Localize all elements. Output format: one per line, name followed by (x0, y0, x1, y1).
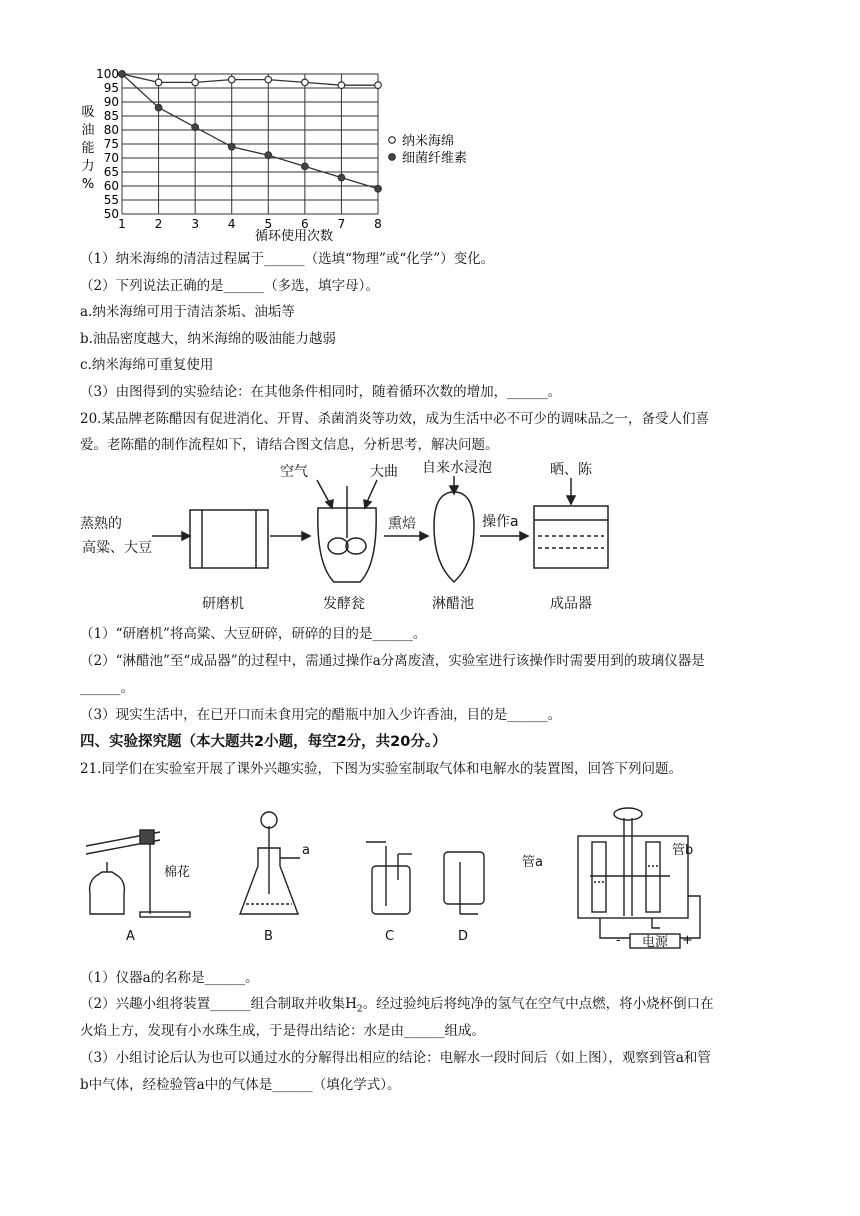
y-axis-label-char: % (81, 177, 95, 192)
x-tick-label: 6 (301, 217, 309, 231)
q20-sub3: （3）现实生活中，在已开口而未食用完的醋瓶中加入少许香油，目的是______。 (80, 707, 562, 723)
label-C: C (385, 929, 395, 944)
point-nano-sponge (302, 79, 309, 86)
chart-y-label (81, 105, 94, 192)
x-tick-label: 1 (118, 217, 126, 231)
flow-input-1: 蒸熟的 (80, 516, 122, 532)
legend-marker (389, 154, 396, 161)
x-tick-label: 3 (191, 217, 199, 231)
point-nano-sponge (338, 82, 345, 89)
q21-sub2-subscript: 2 (356, 1004, 363, 1015)
point-bacterial-cellulose (155, 104, 162, 111)
label-power: 电源 (642, 935, 669, 950)
y-axis-label-char: 力 (81, 159, 95, 174)
q21-sub2-a (80, 994, 714, 1020)
q21-sub3-b: b中气体，经检验管a中的气体是______（填化学式）。 (80, 1077, 401, 1093)
q19-option-b: b.油品密度越大，纳米海绵的吸油能力越弱 (80, 331, 336, 347)
point-bacterial-cellulose (375, 186, 382, 193)
q19-sub2: （2）下列说法正确的是______（多选，填字母）。 (80, 278, 379, 294)
legend-label: 细菌纤维素 (402, 151, 468, 166)
chart-x-label: 循环使用次数 (254, 229, 334, 244)
label-minus: - (616, 933, 621, 948)
flow-input-2: 高粱、大豆 (82, 540, 152, 556)
y-tick-label: 95 (103, 81, 119, 95)
y-tick-label: 55 (103, 193, 119, 207)
point-bacterial-cellulose (119, 71, 126, 78)
flow-lincu: 淋醋池 (432, 596, 474, 612)
q20-sub2-b: ______。 (80, 680, 134, 696)
y-tick-label: 90 (103, 95, 119, 109)
q19-sub3: （3）由图得到的实验结论：在其他条件相同时，随着循环次数的增加，______。 (80, 384, 562, 400)
flow-daqu: 大曲 (370, 464, 398, 480)
point-nano-sponge (375, 82, 382, 89)
y-tick-label: 70 (103, 151, 119, 165)
label-D: D (458, 929, 469, 944)
point-bacterial-cellulose (228, 144, 235, 151)
label-tube-b: 管b (672, 843, 694, 858)
q21-sub2-a-text-2: 。经过验纯后将纯净的氢气在空气中点燃，将小烧杯倒口在 (362, 996, 714, 1012)
chart-grid (122, 74, 378, 214)
label-a: a (302, 843, 310, 858)
point-bacterial-cellulose (338, 174, 345, 181)
point-nano-sponge (155, 79, 162, 86)
y-tick-label: 80 (103, 123, 119, 137)
label-cotton: 棉花 (164, 865, 191, 880)
q21-sub2-a-text: （2）兴趣小组将装置______组合制取并收集H (80, 996, 357, 1012)
y-axis-label-char: 吸 (81, 105, 95, 120)
legend-label: 纳米海绵 (402, 134, 455, 149)
chart-y-ticks (96, 67, 119, 221)
q20-intro-1: 20.某品牌老陈醋因有促进消化、开胃、杀菌消炎等功效，成为生活中必不可少的调味品之一，备受人们喜 (80, 411, 709, 427)
chart-x-ticks (118, 217, 382, 231)
flow-op-a: 操作a (482, 514, 519, 530)
flow-ferment: 发酵瓮 (323, 596, 365, 612)
point-bacterial-cellulose (302, 163, 309, 170)
q19-sub1: （1）纳米海绵的清洁过程属于______（选填“物理”或“化学”）变化。 (80, 251, 495, 267)
x-tick-label: 2 (154, 217, 163, 231)
flow-smoke: 熏焙 (388, 516, 416, 532)
y-tick-label: 50 (103, 207, 119, 221)
q19-option-a: a.纳米海绵可用于清洁茶垢、油垢等 (80, 304, 295, 320)
label-B: B (264, 929, 273, 944)
x-tick-label: 5 (264, 217, 273, 231)
q21-intro: 21.同学们在实验室开展了课外兴趣实验，下图为实验室制取气体和电解水的装置图，回答下列问题。 (80, 761, 682, 777)
flow-grinder: 研磨机 (202, 596, 244, 612)
legend-marker (389, 137, 396, 144)
point-nano-sponge (265, 76, 272, 83)
x-tick-label: 4 (227, 217, 236, 231)
q21-sub2-b: 火焰上方，发现有小水珠生成，于是得出结论：水是由______组成。 (80, 1023, 485, 1039)
y-axis-label-char: 能 (81, 141, 95, 156)
flow-air: 空气 (280, 464, 308, 480)
apparatus-diagram (80, 796, 720, 956)
y-tick-label: 75 (103, 137, 119, 151)
y-tick-label: 65 (103, 165, 119, 179)
absorption-chart (78, 62, 518, 248)
flow-sun: 晒、陈 (550, 462, 592, 478)
q20-intro-2: 爱。老陈醋的制作流程如下，请结合图文信息，分析思考，解决问题。 (80, 437, 499, 453)
q20-sub2-a: （2）“淋醋池”至“成品器”的过程中，需通过操作a分离废渣，实验室进行该操作时需要用到的玻璃仪器是 (80, 653, 705, 669)
section-4-title: 四、实验探究题（本大题共2小题，每空2分，共20分。） (80, 734, 447, 750)
q20-sub1: （1）“研磨机”将高粱、大豆研碎，研碎的目的是______。 (80, 626, 427, 642)
flow-tapwater: 自来水浸泡 (422, 460, 492, 476)
point-nano-sponge (228, 76, 235, 83)
label-tube-a: 管a (522, 855, 543, 870)
point-bacterial-cellulose (265, 152, 272, 159)
y-tick-label: 100 (96, 67, 119, 81)
point-bacterial-cellulose (192, 124, 199, 131)
vinegar-flow-diagram (80, 456, 640, 622)
label-A: A (126, 929, 135, 944)
y-axis-label-char: 油 (81, 123, 95, 138)
q21-sub3-a: （3）小组讨论后认为也可以通过水的分解得出相应的结论：电解水一段时间后（如上图），观察到管a和管 (80, 1050, 711, 1066)
y-tick-label: 85 (103, 109, 119, 123)
label-plus: + (682, 933, 693, 948)
point-nano-sponge (192, 79, 199, 86)
q21-sub1: （1）仪器a的名称是______。 (80, 970, 259, 986)
x-tick-label: 8 (374, 217, 382, 231)
x-tick-label: 7 (337, 217, 346, 231)
chart-legend (389, 133, 467, 166)
flow-product: 成品器 (550, 596, 592, 612)
q19-option-c: c.纳米海绵可重复使用 (80, 357, 214, 373)
y-tick-label: 60 (103, 179, 119, 193)
